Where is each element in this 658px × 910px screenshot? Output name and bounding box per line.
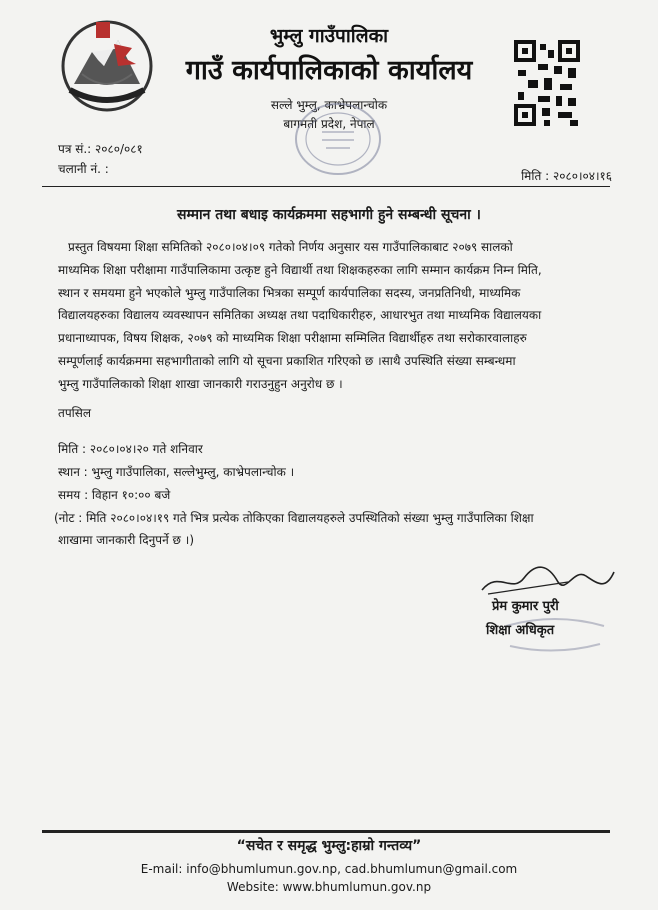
subject-line: सम्मान तथा बधाइ कार्यक्रममा सहभागी हुने सम्बन्धी सूचना । xyxy=(177,207,481,223)
address-line-2: बागमती प्रदेश, नेपाल xyxy=(283,117,375,131)
address-line-1: सल्ले भुम्लु, काभ्रेपलान्चोक xyxy=(270,98,388,112)
body-line: प्रधानाध्यापक, विषय शिक्षक, २०७९ को माध्यमिक शिक्षा परीक्षामा सम्मिलित विद्यार्थीहरु तथा सरोकारवालाहरु xyxy=(58,331,527,346)
details-heading: तपसिल xyxy=(58,406,92,420)
org-name: भुम्लु गाउँपालिका xyxy=(269,25,389,47)
event-place: स्थान : भुम्लु गाउँपालिका, सल्लेभुम्लु, काभ्रेपलान्चोक । xyxy=(58,465,295,479)
body-line: प्रस्तुत विषयमा शिक्षा समितिको २०८०।०४।०९ गतेको निर्णय अनुसार यस गाउँपालिकाबाट २०७९ सालको xyxy=(68,240,513,254)
body-line: सम्पूर्णलाई कार्यक्रममा सहभागीताको लागि यो सूचना प्रकाशित गरिएको छ ।साथै उपस्थिति संख्या सम्बन्धमा xyxy=(58,353,516,368)
office-stamp-icon xyxy=(292,100,384,178)
footer-email: E-mail: info@bhumlumun.gov.np, cad.bhumlumun@gmail.com xyxy=(140,862,518,876)
footer-divider xyxy=(42,830,610,833)
qr-code-icon xyxy=(514,40,580,128)
signatory-name: प्रेम कुमार पुरी xyxy=(492,599,559,614)
office-name: गाउँ कार्यपालिकाको कार्यालय xyxy=(185,55,473,86)
body-paragraph xyxy=(58,236,610,396)
event-time: समय : विहान १०:०० बजे xyxy=(58,488,171,502)
body-line: भुम्लु गाउँपालिकाको शिक्षा शाखा जानकारी गराउनुहुन अनुरोध छ । xyxy=(58,376,343,391)
body-line: स्थान र समयमा हुने भएकोले भुम्लु गाउँपालिका भित्रका सम्पूर्ण कार्यपालिका सदस्य, जनप्रतिनिधी, माध्यमिक xyxy=(58,285,521,300)
body-line: माध्यमिक शिक्षा परीक्षामा गाउँपालिकामा उत्कृष्ट हुने विद्यार्थी तथा शिक्षकहरुका लागि सम्मान कार्यक्रम निम्न मिति, xyxy=(58,262,542,277)
body-line: विद्यालयहरुका विद्यालय व्यवस्थापन समितिका अध्यक्ष तथा पदाधिकारीहरु, आधारभुत तथा माध्यमिक विद्यालयका xyxy=(58,308,542,323)
letter-date: मिति : २०८०।०४।१६ xyxy=(521,169,612,183)
event-date: मिति : २०८०।०४।२० गते शनिवार xyxy=(58,442,203,456)
header-divider xyxy=(42,186,610,187)
note-line: शाखामा जानकारी दिनुपर्ने छ ।) xyxy=(58,533,195,547)
footer-website: Website: www.bhumlumun.gov.np xyxy=(226,880,432,894)
signatory-title: शिक्षा अधिकृत xyxy=(486,623,555,638)
signature-icon xyxy=(478,560,618,600)
event-note xyxy=(54,507,614,551)
note-line: (नोट : मिति २०८०।०४।१९ गते भित्र प्रत्येक तोकिएका विद्यालयहरुले उपस्थितिको संख्या भुम्लु गाउँपालिका शिक्षा xyxy=(54,511,534,525)
footer-slogan: “सचेत र समृद्ध भुम्लु:हाम्रो गन्तव्य” xyxy=(236,838,422,854)
dispatch-number: चलानी नं. : xyxy=(58,162,109,176)
letter-number: पत्र सं.: २०८०/०८१ xyxy=(58,142,143,156)
